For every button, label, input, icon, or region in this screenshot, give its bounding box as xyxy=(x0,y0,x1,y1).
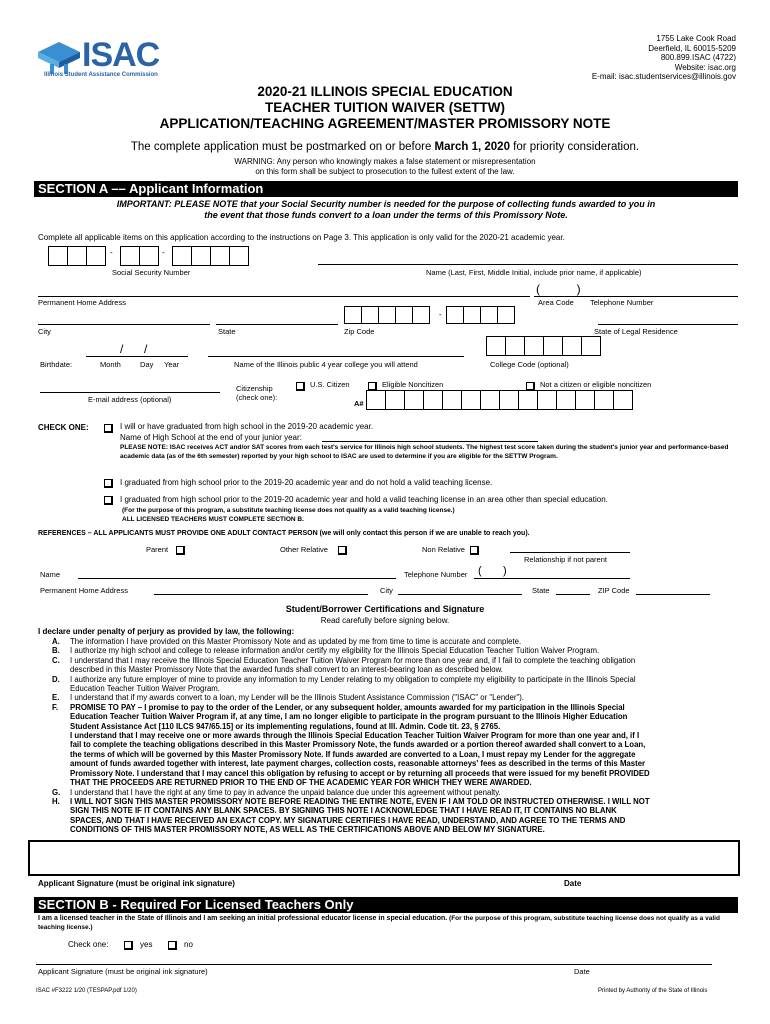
city-input[interactable] xyxy=(38,324,210,325)
ref-city-label: City xyxy=(380,586,393,595)
certification-item xyxy=(52,637,742,646)
section-b-signature-label: Applicant Signature (must be original ink signature) xyxy=(38,967,208,976)
name-input[interactable] xyxy=(318,264,738,265)
certification-item xyxy=(52,788,742,797)
a-number-label: A# xyxy=(354,399,364,408)
certification-key: E. xyxy=(52,693,60,703)
birthdate-input[interactable] xyxy=(86,356,188,357)
certification-line: Education Teacher Tuition Waiver Program if, at any time, I am no longer eligible to participate in the program pursuant to the Illinois Higher Education xyxy=(70,712,628,722)
warning-text: WARNING: Any person who knowingly makes a false statement or misrepresentation on this form shall be subject to prosecution to the fullest extent of the law. xyxy=(234,157,536,176)
certification-line: The information I have provided on this Master Promissory Note and as updated by me from time to time is accurate and complete. xyxy=(70,637,522,646)
ref-zip-label: ZIP Code xyxy=(598,586,630,595)
signature-box[interactable] xyxy=(28,840,740,876)
declaration: I declare under penalty of perjury as provided by law, the following: xyxy=(38,627,295,636)
certification-line: I authorize my high school and college to release information and/or certify my eligibility for the Illinois Special Education Teacher Tuition Waiver Program. xyxy=(70,646,600,656)
certification-item xyxy=(52,693,742,702)
licensed-teacher-note: (For the purpose of this program, a substitute teaching license does not qualify as a valid teaching license.) ALL LICENSED TEACHERS MUST COMPLETE SECTION B. xyxy=(122,507,455,523)
certification-line: Education Teacher Tuition Waiver Program. xyxy=(70,684,220,694)
signature-label: Applicant Signature (must be original ink signature) xyxy=(38,879,235,888)
ref-state-label: State xyxy=(532,586,550,595)
section-b-heading: SECTION B - Required For Licensed Teachers Only xyxy=(34,897,738,913)
certification-line: THAT THE PROCEEDS ARE RETURNED PRIOR TO THE END OF THE ACADEMIC YEAR FOR WHICH THEY WERE AWARDED. xyxy=(70,778,532,788)
name-label: Name (Last, First, Middle Initial, include prior name, if applicable) xyxy=(426,268,642,277)
birthdate-label: Birthdate: xyxy=(40,360,73,369)
certification-line: amount of funds awarded together with interest, late payment charges, collection costs, reasonable attorneys' fees as described in the terms of this Master xyxy=(70,759,646,769)
option-hs-2019-20-label: I will or have graduated from high school in the 2019-20 academic year. xyxy=(120,422,374,431)
certifications-sub: Read carefully before signing below. xyxy=(320,616,450,625)
option-license-other-checkbox[interactable] xyxy=(104,491,113,509)
certifications-heading: Student/Borrower Certifications and Signature xyxy=(285,604,485,614)
certification-line: SIGN THIS NOTE IF IT CONTAINS ANY BLANK SPACES. BY SIGNING THIS NOTE I ACKNOWLEDGE THAT I HAVE READ IT, IT CONTAINS NO BLANK xyxy=(70,806,617,816)
certifications-list xyxy=(52,637,742,835)
certification-line: I understand that I have the right at any time to pay in advance the unpaid balance due under this agreement without penalty. xyxy=(70,787,501,797)
ssn-label: Social Security Number xyxy=(112,268,191,277)
postmark-notice: The complete application must be postmarked on or before March 1, 2020 for priority consideration. xyxy=(130,141,640,153)
certification-item xyxy=(52,797,742,835)
college-input[interactable] xyxy=(208,356,464,357)
ref-name-input[interactable] xyxy=(78,578,396,579)
certification-key: G. xyxy=(52,787,61,797)
logo-text: ISAC xyxy=(82,36,160,74)
certification-item xyxy=(52,646,742,655)
a-number-input[interactable] xyxy=(366,390,632,410)
section-b-check-one-label: Check one: xyxy=(68,940,109,949)
us-citizen-label: U.S. Citizen xyxy=(310,380,350,389)
signature-date-label: Date xyxy=(564,879,582,888)
year-label: Year xyxy=(164,360,180,369)
eligible-noncitizen-label: Eligible Noncitizen xyxy=(382,380,444,389)
test-score-note: PLEASE NOTE: ISAC receives ACT and/or SAT scores from each test's service for Illinois high school students. The highest test score taken during the student's junior year and performance-based academic data (as of the 6th semester) reported by your high school to ISAC are used to determine if you are eligible for the SETTW Program. xyxy=(120,444,729,460)
non-relative-label: Non Relative xyxy=(422,545,465,554)
us-citizen-checkbox[interactable] xyxy=(296,377,305,395)
yes-label: yes xyxy=(140,940,153,949)
legal-state-label: State of Legal Residence xyxy=(594,327,678,336)
section-a-heading: SECTION A –– Applicant Information xyxy=(34,181,738,197)
day-label: Day xyxy=(140,360,154,369)
check-one-label: CHECK ONE: xyxy=(38,423,89,432)
certification-line: described in this Master Promissory Note that the awarded funds shall convert to an interest-bearing loan as described below. xyxy=(70,665,503,675)
certification-line: Promissory Note. I understand that I may cancel this obligation by refusing to accept or by returning all proceeds that were issued for my benefit PROVIDED xyxy=(70,768,650,778)
certification-item xyxy=(52,656,742,675)
references-label: REFERENCES – ALL APPLICANTS MUST PROVIDE ONE ADULT CONTACT PERSON (we will only contact this person if we are unable to reach you). xyxy=(38,530,530,537)
college-label: Name of the Illinois public 4 year college you will attend xyxy=(234,360,418,369)
high-school-input[interactable] xyxy=(322,441,538,442)
section-b-signature-input[interactable] xyxy=(36,964,712,965)
high-school-label: Name of High School at the end of your junior year: xyxy=(120,433,302,442)
telephone-label: Telephone Number xyxy=(590,298,654,307)
non-relative-checkbox[interactable] xyxy=(470,541,479,559)
city-label: City xyxy=(38,327,51,336)
college-code-label: College Code (optional) xyxy=(490,360,569,369)
certification-line: the terms of which will be governed by this Master Promissory Note. If funds awarded are converted to a Loan, I must repay my Lender for the aggregate xyxy=(70,749,636,759)
legal-state-input[interactable] xyxy=(598,324,738,325)
state-input[interactable] xyxy=(216,324,338,325)
relationship-input[interactable] xyxy=(510,552,630,553)
state-label: State xyxy=(218,327,236,336)
certification-line: SPACES, AND THAT I HAVE RECEIVED AN EXACT COPY. MY SIGNATURE CERTIFIES I HAVE READ, UNDERSTAND, AND AGREE TO THE TERMS AND xyxy=(70,815,626,825)
important-note: IMPORTANT: PLEASE NOTE that your Social Security number is needed for the purpose of collecting funds awarded to you in the event that those funds convert to a loan under the terms of this Promissory Note. xyxy=(116,199,656,220)
certification-line: I understand that if my awards convert to a loan, my Lender will be the Illinois Student Assistance Commission ("ISAC" or "Lender"). xyxy=(70,693,524,703)
printed-authority: Printed by Authority of the State of Illinois xyxy=(598,988,708,994)
month-label: Month xyxy=(100,360,121,369)
zip-ext-input[interactable] xyxy=(446,306,514,324)
parent-checkbox[interactable] xyxy=(176,541,185,559)
form-title: 2020-21 ILLINOIS SPECIAL EDUCATION TEACHER TUITION WAIVER (SETTW) APPLICATION/TEACHING AGREEMENT/MASTER PROMISSORY NOTE xyxy=(159,84,611,131)
ref-telephone-label: Telephone Number xyxy=(404,570,468,579)
other-relative-checkbox[interactable] xyxy=(338,541,347,559)
certification-key: D. xyxy=(52,674,60,684)
instructions: Complete all applicable items on this application according to the instructions on Page 3. This application is only valid for the 2020-21 academic year. xyxy=(38,233,565,242)
certification-line: PROMISE TO PAY – I promise to pay to the order of the Lender, or any subsequent holder, amounts awarded for my participation in the Illinois Special xyxy=(70,702,625,712)
certification-line: I understand that I may receive the Illinois Special Education Teacher Tuition Waiver Program for more than one year and, if I fail to complete the teaching obligation xyxy=(70,655,636,665)
form-number: ISAC #F3222 1/20 (TESPAP.pdf 1/20) xyxy=(36,988,137,994)
no-checkbox[interactable] xyxy=(168,936,177,954)
ref-address-input[interactable] xyxy=(154,594,368,595)
zip-input[interactable] xyxy=(344,306,429,324)
section-b-date-label: Date xyxy=(574,967,590,976)
certification-line: I authorize any future employer of mine to provide any information to my Lender relating to my obligation to complete my eligibility to participate in the Illinois Special xyxy=(70,674,636,684)
email-input[interactable] xyxy=(40,392,220,393)
ref-city-input[interactable] xyxy=(398,594,522,595)
ref-address-label: Permanent Home Address xyxy=(40,586,128,595)
not-citizen-label: Not a citizen or eligible noncitizen xyxy=(540,380,652,389)
certification-key: H. xyxy=(52,796,60,806)
certification-key: A. xyxy=(52,637,60,646)
certification-key: B. xyxy=(52,646,60,656)
option-hs-2019-20-checkbox[interactable] xyxy=(104,419,113,437)
email-label: E-mail address (optional) xyxy=(88,395,172,404)
option-no-license-checkbox[interactable] xyxy=(104,474,113,492)
logo-subtitle: Illinois Student Assistance Commission xyxy=(44,72,158,78)
home-address-label: Permanent Home Address xyxy=(38,298,126,307)
ref-zip-input[interactable] xyxy=(636,594,710,595)
area-code-label: Area Code xyxy=(538,298,574,307)
no-label: no xyxy=(184,940,193,949)
option-no-license-label: I graduated from high school prior to the 2019-20 academic year and do not hold a valid teaching license. xyxy=(120,478,493,487)
certification-key: F. xyxy=(52,702,59,712)
certification-line: CONDITIONS OF THIS MASTER PROMISSORY NOTE, AS WELL AS THE CERTIFICATIONS ABOVE AND BELOW MY SIGNATURE. xyxy=(70,825,545,835)
certification-line: Student Assistance Act [110 ILCS 947/65.15] or its implementing regulations, found at Ill. Admin. Code tit. 23, § 2765. xyxy=(70,721,501,731)
certification-item xyxy=(52,703,742,788)
relationship-label: Relationship if not parent xyxy=(524,555,607,564)
certification-line: I understand that I may receive one or more awards through the Illinois Special Education Teacher Tuition Waiver Program for more than one year and, if I xyxy=(70,731,640,741)
citizenship-label: Citizenship (check one): xyxy=(236,384,278,402)
contact-address: 1755 Lake Cook Road Deerfield, IL 60015-5209 800.899.ISAC (4722) Website: isac.org E-mail: isac.studentservices@illinois.gov xyxy=(591,34,736,81)
other-relative-label: Other Relative xyxy=(280,545,328,554)
isac-logo xyxy=(36,36,176,80)
ref-name-label: Name xyxy=(40,570,61,579)
parent-label: Parent xyxy=(146,545,169,554)
certification-line: I WILL NOT SIGN THIS MASTER PROMISSORY NOTE BEFORE READING THE ENTIRE NOTE, EVEN IF I AM TOLD OR INSTRUCTED OTHERWISE. I WILL NOT xyxy=(70,796,650,806)
area-code-paren: ( ) xyxy=(536,282,581,296)
ref-telephone-input[interactable] xyxy=(474,578,630,579)
phone-input[interactable] xyxy=(534,296,738,297)
college-code-input[interactable] xyxy=(486,336,600,356)
certification-item xyxy=(52,675,742,694)
certification-line: fail to complete the teaching obligations described in this Master Promissory Note, the funds awarded or a portion thereof awarded shall convert to a Loan, xyxy=(70,740,646,750)
certification-key: C. xyxy=(52,655,60,665)
option-license-other-label: I graduated from high school prior to the 2019-20 academic year and hold a valid teaching license in an area other than special education. xyxy=(120,495,608,504)
home-address-input[interactable] xyxy=(38,296,530,297)
zip-label: Zip Code xyxy=(344,327,375,336)
ref-state-input[interactable] xyxy=(556,594,590,595)
ssn-input[interactable]: - - xyxy=(48,246,258,266)
section-b-text: I am a licensed teacher in the State of Illinois and I am seeking an initial professional educator license in special education. (For the purpose of this program, substitute teaching license does not qualify as a valid teaching license.) xyxy=(38,915,720,931)
yes-checkbox[interactable] xyxy=(124,936,133,954)
